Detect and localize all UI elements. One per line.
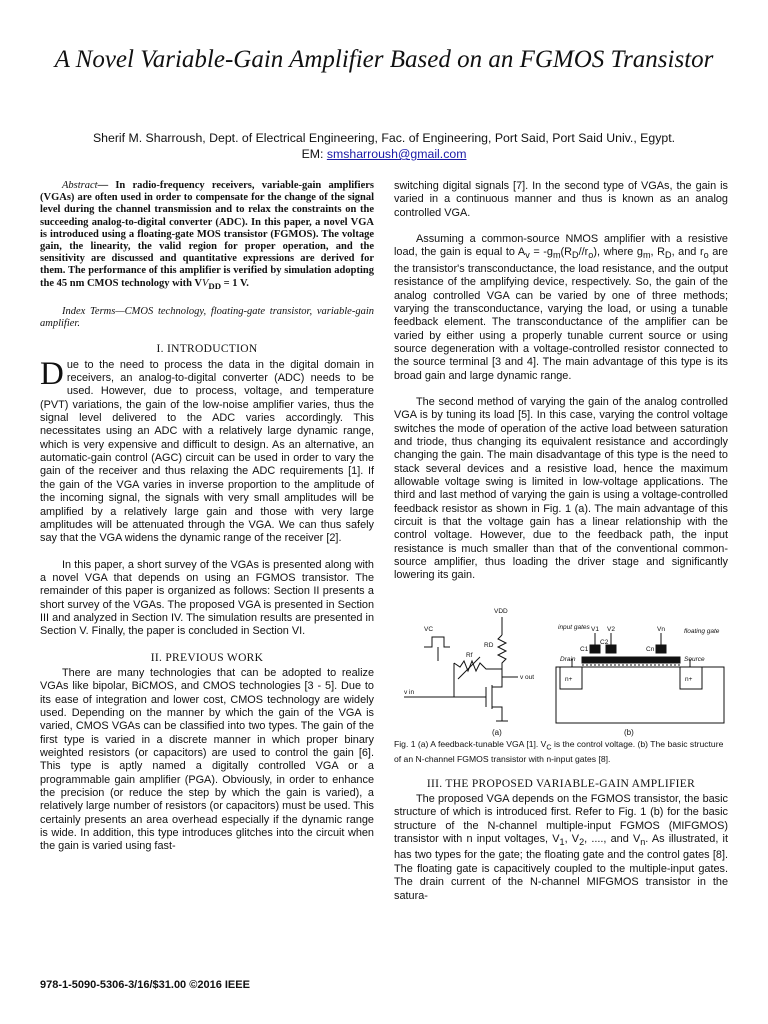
intro-paragraph-1-text: ue to the need to process the data in the digital domain in receivers, an analog-to-digital converter (ADC) needs to be used. However, due to process, voltage, and temperature (PVT) variations, the gain of the low-noise amplifier varies, thus the signal level delivered to the ADC varies accordingly. This necessitates using an ADC with a relatively large dynamic range, which is very expensive and difficult to design. As an alternative, an automatic-gain control (AGC) circuit can be used in order to vary the gain of the receiver and thus relaxing the ADC requirements [1]. If the gain of the VGA varies in inverse proportion to the amplitude of the incoming signal, the signals with very small amplitudes will be amplified by a relatively large gain and those with very large amplitudes will be attenuated through the VGA. We can thus safely say that the VGA widens the dynamic range of the receiver [2]. [40, 358, 374, 545]
label-c2: C2 [600, 638, 609, 646]
label-floating-gate: floating gate [684, 627, 720, 635]
rf-tune-arrow [458, 657, 480, 679]
author-email-line [40, 146, 728, 162]
p2-part-a: Assuming a common-source NMOS amplifier with a resistive load, the gain is equal to A [394, 233, 728, 259]
rf-resistor [454, 661, 502, 671]
label-vc: VC [424, 625, 434, 633]
control-pulse-icon [424, 637, 450, 647]
label-cn: Cn [646, 645, 655, 653]
label-v1: V1 [591, 625, 599, 633]
p2-part-c: (R [560, 246, 573, 259]
intro-paragraph-2: In this paper, a short survey of the VGAs is presented along with a novel VGA that depends on using an FGMOS transistor. The remainder of this paper is organized as follows: Section II presents a short survey of the VGAs. The proposed VGA is presented in Section III and analyzed in Section IV. The simulation results are presented in Section V. Finally, the paper is concluded in Section VI. [40, 558, 374, 638]
figure-1 [394, 599, 728, 739]
caption-sub-vc: C [546, 743, 552, 752]
prop-part-c: , ...., and V [584, 832, 641, 845]
prop-sub-v2: 2 [579, 837, 585, 848]
p2-sub-gm: m [552, 250, 561, 261]
abstract-vdd-sub: DD [208, 280, 222, 291]
previous-work-paragraph-1: There are many technologies that can be adopted to realize VGAs like bipolar, BiCMOS, and CMOS technologies [3 - 5]. Due to its ease of integration and lower cost, CMOS technology are widely used. Depending on the manner by which the gain of the VGA is varied, CMOS VGAs can be classified into two types. The gain of the first type is varied in a discrete manner in which proper binary weighted resistors (or capacitors) are used to control the gain [6]. This type is aptly named a digitally controlled VGA or a programmable gain amplifier (PGA). Obviously, in order to enhance the precision (or reduce the step by which the gain is varied), a relatively large number of resistors (or capacitors) must be used. This certainly presents an area overhead especially if the dynamic range is wide. In addition, this type introduces glitches into the circuit when the gain is varied using fast- [40, 667, 374, 853]
rd-resistor [498, 635, 506, 677]
prop-sub-v1: 1 [559, 837, 565, 848]
p2-part-d: //r [578, 246, 589, 259]
p2-sub-rd: D [572, 250, 579, 261]
right-paragraph-1: switching digital signals [7]. In the second type of VGAs, the gain is varied in a continuous manner and thus is known as an analog controlled VGA. [394, 180, 728, 219]
label-rd: RD [484, 641, 494, 649]
p2-sub-gm2: m [642, 250, 651, 261]
p2-part-e: ), where g [593, 246, 643, 259]
p2-sub-rd2: D [665, 250, 672, 261]
p2-part-b: = -g [529, 246, 553, 259]
caption-part-a: Fig. 1 (a) A feedback-tunable VGA [1]. V [394, 738, 547, 749]
caption-part-b: is the control voltage. (b) The basic structure of an N-channel FGMOS transistor with n-input gates [8]. [394, 738, 724, 764]
abstract-vdd-v: V [201, 277, 209, 289]
label-rf: Rf [466, 651, 473, 659]
index-terms: Index Terms—CMOS technology, floating-gate transistor, variable-gain amplifier. [40, 305, 374, 330]
label-source: Source [684, 655, 705, 663]
proposed-paragraph-1 [394, 793, 728, 903]
prop-part-d: . As illustrated, it has two types for the gate; the floating gate and the control gates [8]. The floating gate is capacitively coupled to the multiple-input gates. The drain current of the N-channel MIFGMOS transistor in the satura- [394, 832, 728, 902]
copyright-footer: 978-1-5090-5306-3/16/$31.00 ©2016 IEEE [40, 979, 250, 991]
gate-cn [656, 645, 666, 653]
author-affiliation: Sherif M. Sharroush, Dept. of Electrical Engineering, Fac. of Engineering, Port Said, Port Said Univ., Egypt. [92, 131, 676, 145]
right-column [394, 180, 728, 903]
label-a: (a) [492, 727, 502, 737]
p2-sub-av: v [525, 250, 530, 261]
p2-sub-ro2: o [703, 250, 709, 261]
p2-part-g: , and r [671, 246, 704, 259]
p2-sub-ro: o [588, 250, 594, 261]
label-v2: V2 [607, 625, 615, 633]
label-nplus-source: n+ [685, 675, 693, 683]
section-heading-introduction: I. INTRODUCTION [156, 343, 258, 356]
label-vin: v in [404, 688, 415, 696]
label-vout: v out [520, 673, 535, 681]
author-block [40, 130, 728, 162]
intro-dropcap: D [40, 355, 64, 392]
label-c1: C1 [580, 645, 589, 653]
floating-gate-bar [582, 657, 680, 663]
email-link[interactable]: smsharroush@gmail.com [326, 147, 467, 161]
abstract [40, 180, 374, 292]
label-vn: Vn [657, 625, 665, 633]
prop-part-b: , V [564, 832, 580, 845]
gate-c1 [590, 645, 600, 653]
prop-part-a: The proposed VGA depends on the FGMOS transistor, the basic structure of which is introduced first. Refer to Fig. 1 (b) for the basic structure of the N-channel multiple-input FGMOS (MIFGMOS) transistor with n input voltages, V [394, 792, 728, 845]
gate-c2 [606, 645, 616, 653]
intro-paragraph-1 [40, 355, 374, 546]
label-nplus-drain: n+ [565, 675, 573, 683]
label-input-gates: input gates [558, 623, 590, 631]
section-heading-previous-work: II. PREVIOUS WORK [150, 651, 264, 664]
p2-part-f: , R [650, 246, 665, 259]
section-heading-proposed-vga: III. THE PROPOSED VARIABLE-GAIN AMPLIFIER [426, 777, 696, 790]
substrate [556, 667, 724, 723]
label-drain: Drain [560, 655, 576, 663]
left-column [40, 180, 374, 854]
abstract-text: — In radio-frequency receivers, variable-gain amplifiers (VGAs) are often used in order to compensate for the change of the signal level during the channel transmission and to relax the constraints on the succeeding analog-to-digital converter (ADC). In this paper, a novel VGA is introduced using a floating-gate MOS transistor (FGMOS). The voltage gain, the linearity, the valid region for proper operation, and the sensitivity are discussed and quantitative expressions are derived for them. The performance of this amplifier is verified by simulation adopting the 45 nm CMOS technology with V [40, 180, 374, 289]
p2-part-h: are the transistor's transconductance, the load resistance, and the output resistance of the amplifying device, respectively. So, the gain of the analog controlled VGA can be varied by one of three methods; varying the transconductance, varying the load, or using a tunable feedback element. The transconductance of the amplifier can be varied by either using a properly tunable current source or using source degeneration with a voltage-controlled resistor connected to the source terminal [3 and 4]. The main advantage of this type is its broad gain and large dynamic range. [394, 246, 728, 382]
abstract-label: Abstract [62, 180, 98, 191]
email-prefix: EM: [301, 147, 327, 161]
paper-title: A Novel Variable-Gain Amplifier Based on an FGMOS Transistor [54, 46, 714, 73]
figure-1-diagram [394, 599, 728, 739]
abstract-vdd-value: = 1 V. [221, 277, 249, 289]
right-paragraph-3: The second method of varying the gain of the analog controlled VGA is by tuning its load [5]. In this case, varying the control voltage switches the mode of operation of the active load between saturation and triode, thus changing its equivalent resistance and accordingly changing the gain. The main disadvantage of this type is the need to stack several devices and a resistive load, hence the maximum allowable voltage swing is limited in low-voltage applications. The third and last method of varying the gain is using a voltage-controlled feedback resistor as shown in Fig. 1 (a). The main advantage of this circuit is that the voltage gain has a linear relationship with the control voltage. However, due to the feedback path, the input resistance is much smaller than that of the conventional common-source amplifier, thus loading the driver stage and significantly lowering its gain. [394, 395, 728, 582]
label-b: (b) [624, 727, 634, 737]
label-vdd: VDD [494, 607, 508, 615]
right-paragraph-2 [394, 233, 728, 383]
prop-sub-vn: n [640, 837, 646, 848]
figure-1-caption [394, 739, 728, 765]
